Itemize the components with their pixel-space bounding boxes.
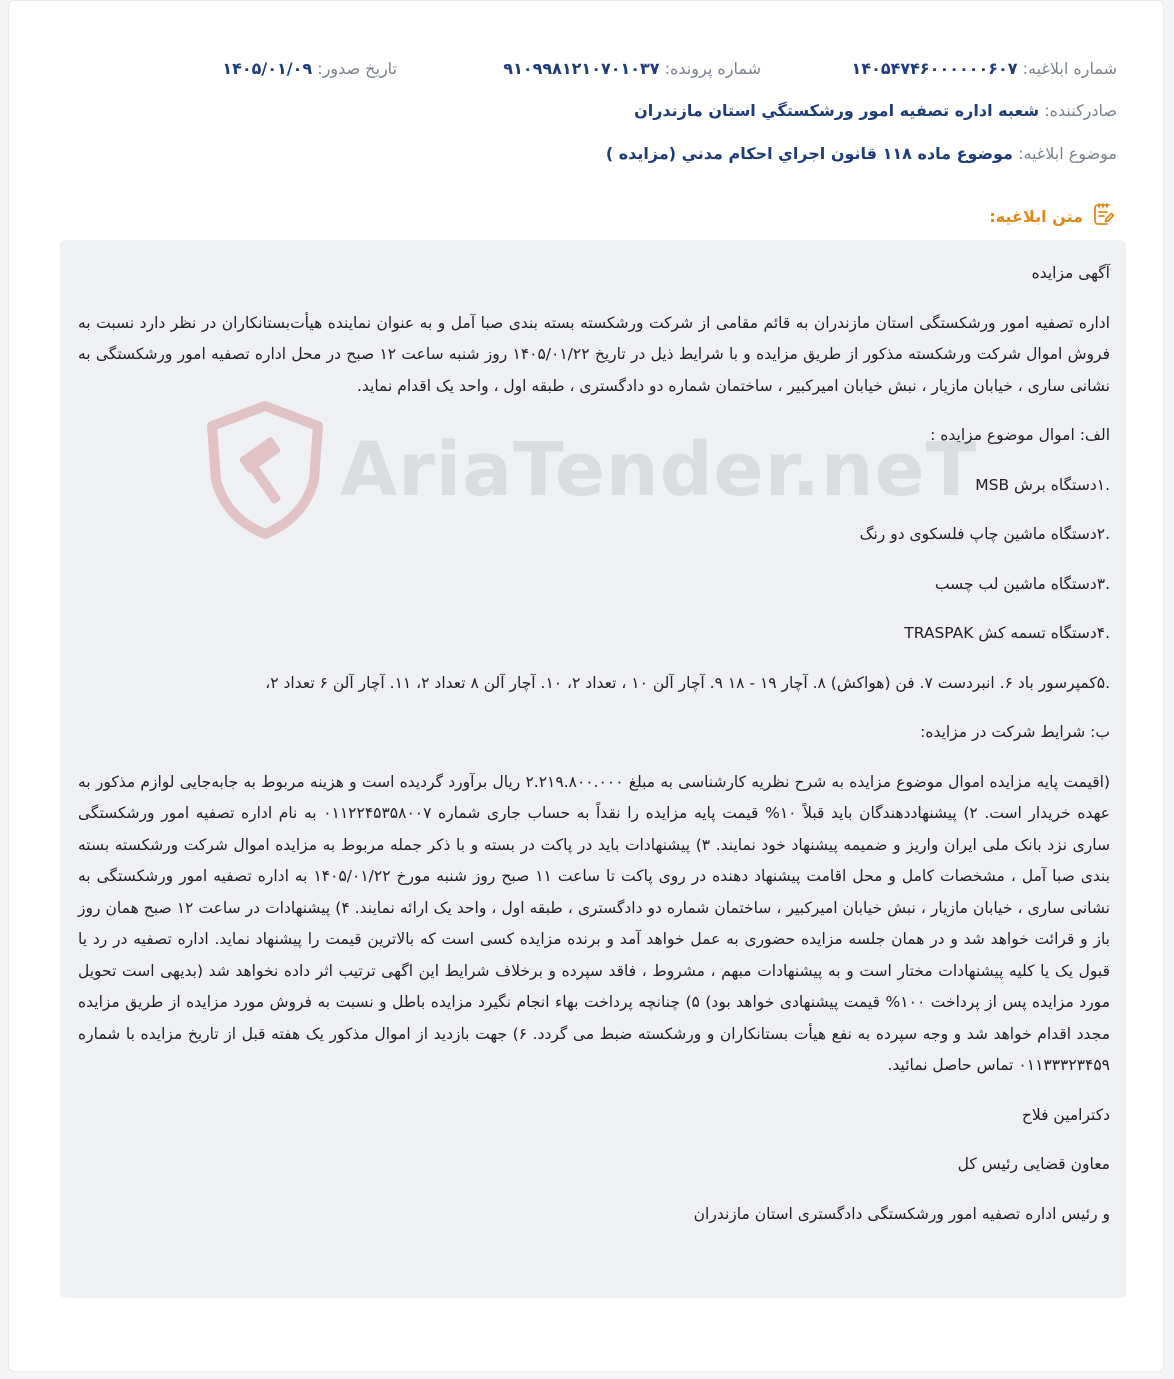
asset-item: .۳دستگاه ماشین لب چسب xyxy=(934,574,1110,593)
assets-heading: الف: اموال موضوع مزایده : xyxy=(930,426,1110,444)
notice-body xyxy=(60,240,1126,1298)
signatory-title: معاون قضایی رئیس کل xyxy=(957,1155,1110,1173)
asset-item: .۲دستگاه ماشین چاپ فلسکوی دو رنگ xyxy=(859,525,1110,543)
asset-item: .۵کمپرسور باد ۶. انبردست ۷. فن (هواکش) ۸. آچار ۱۹ - ۱۸ ۹. آچار آلن ۱۰ ، تعداد ۲، ۱۰. آچار آلن ۸ تعداد ۲، ۱۱. آچار آلن ۶ تعداد ۲، xyxy=(265,673,1110,692)
issuer: صادرکننده: شعبه اداره تصفيه امور ورشكستگي استان مازندران xyxy=(634,101,1117,120)
notice-subject: موضوع ابلاغیه: موضوع ماده ۱۱۸ قانون اجراي احكام مدني (مزايده ) xyxy=(605,144,1117,163)
conditions-paragraph: (اقیمت پایه مزایده اموال موضوع مزایده به شرح نظریه کارشناسی به مبلغ ۲.۲۱۹.۸۰۰.۰۰۰ ریال برآورد گردیده است و هزینه مربوط به جابه‌جایی لوازم مذکور به عهده خریدار است. ۲) پیشنهاددهندگان باید قبلاً ۱۰% قیمت پایه مزایده را نقداً به حساب جاری شماره ۰۱۱۲۲۴۵۳۵۸۰۰۷ به نام اداره تصفیه امور ورشکستگی ساری نزد بانک ملی ایران واریز و ضمیمه پیشنهاد خود نمایند. ۳) پیشنهادات باید در پاکت در بسته و با ذکر جمله مربوط به مزایده اموال شرکت ورشکسته بسته بندی صبا آمل ، مشخصات کامل و محل اقامت پیشنهاد دهنده در روی پاکت تا ساعت ۱۱ صبح روز شنبه مورخ ۱۴۰۵/۰۱/۲۲ به اداره تصفیه امور ورشکستگی به نشانی ساری ، خیابان مازیار ، نبش خیابان امیرکبیر ، ساختمان شماره دو دادگستری ، طبقه اول ، واحد یک ارائه نمایند. ۴) پیشنهادات در ساعت ۱۲ صبح همان روز باز و قرائت خواهد شد و در همان جلسه مزایده حضوری به عمل خواهد آمد و برنده مزایده کسی است که بالاترین قیمت را پیشنهاد نماید. اداره تصفیه در رد یا قبول یک یا کلیه پیشنهادات مختار است و به پیشنهادات مبهم ، مشروط ، فاقد سپرده و برخلاف شرایط این اگهی ترتیب اثر داده نخواهد شد (بدیهی است تحویل مورد مزایده پس از پرداخت ۱۰۰% قیمت پیشنهادی خواهد بود) ۵) چنانچه پرداخت بهاء انجام نگیرد مزایده باطل و نسبت به فروش مورد مزایده از طریق مزایده مجدد اقدام خواهد شد و وجه سپرده به نفع هیأت بستانکاران و ورشکسته ضبط می گردد. ۶) جهت بازدید از اموال مذکور یک هفته قبل از تاریخ مزایده با شماره ۰۱۱۳۳۳۲۳۴۵۹ تماس حاصل نمائید. xyxy=(78,772,1111,1074)
document-edit-icon xyxy=(1091,201,1117,231)
watermark: AriaTender.neT xyxy=(200,400,977,540)
notice-heading: آگهی مزایده xyxy=(1031,264,1110,282)
issue-date: تاریخ صدور: ۱۴۰۵/۰۱/۰۹ xyxy=(222,59,397,78)
conditions-heading: ب: شرایط شرکت در مزایده: xyxy=(920,723,1110,741)
notice-text-heading: متن ابلاغیه: xyxy=(989,201,1117,231)
asset-item: .۴دستگاه تسمه کش TRASPAK xyxy=(904,624,1110,642)
signatory-title: و رئیس اداره تصفیه امور ورشکستگی دادگستری استان مازندران xyxy=(693,1204,1110,1223)
file-number: شماره پرونده: ۹۱۰۹۹۸۱۲۱۰۷۰۱۰۳۷ xyxy=(503,59,761,78)
notice-number: شماره ابلاغیه: ۱۴۰۵۴۷۴۶۰۰۰۰۰۰۶۰۷ xyxy=(851,59,1117,78)
signatory-name: دکترامین فلاح xyxy=(1021,1105,1110,1124)
intro-paragraph: اداره تصفیه امور ورشکستگی استان مازندران به قائم مقامی از شرکت ورشکسته بسته بندی صبا آمل و به عنوان نماینده هیأت‌بستانکاران در نظر دارد نسبت به فروش اموال شرکت ورشکسته مذکور از طریق مزایده و با شرایط ذیل در تاریخ ۱۴۰۵/۰۱/۲۲ روز شنبه ساعت ۱۲ صبح در محل اداره تصفیه امور ورشکستگی به نشانی ساری ، خیابان مازیار ، نبش خیابان امیرکبیر ، ساختمان شماره دو دادگستری ، طبقه اول ، واحد یک اقدام نماید. xyxy=(78,313,1111,395)
asset-item: .۱دستگاه برش MSB xyxy=(975,475,1110,494)
